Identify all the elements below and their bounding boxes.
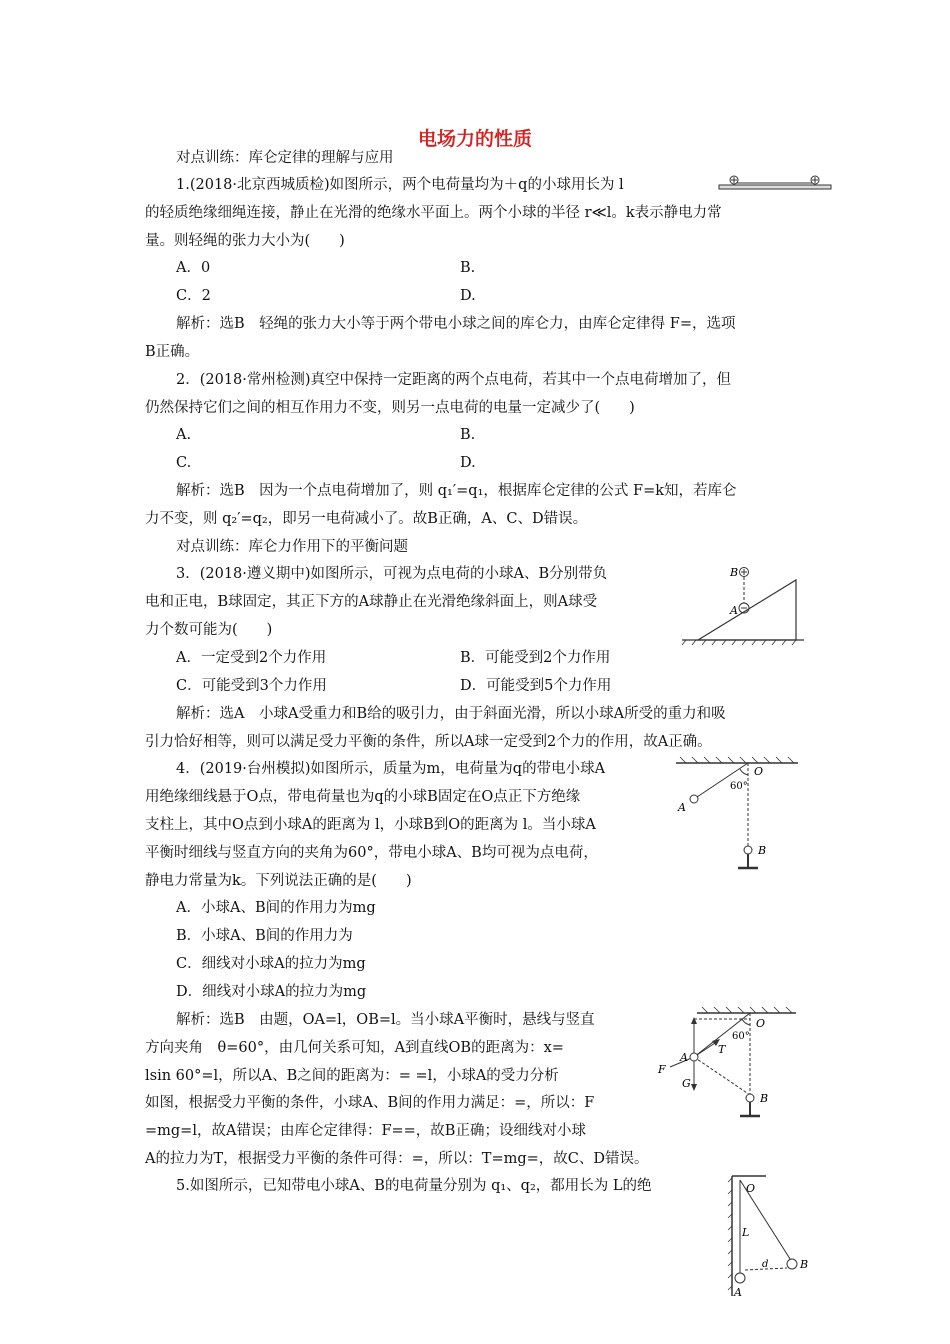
label-o: O	[754, 765, 764, 778]
q4-answer-line-4: 如图，根据受力平衡的条件，小球A、B间的作用力满足：=，所以：F	[145, 1095, 595, 1111]
label-g: G	[682, 1077, 691, 1090]
page-title: 电场力的性质	[417, 128, 532, 150]
q4-answer-line-3: lsin 60°=l，所以A、B之间的距离为：= =l，小球A的受力分析	[145, 1068, 559, 1084]
q2-option-a: A.	[176, 427, 192, 443]
q4-option-c: C．细线对小球A的拉力为mg	[176, 956, 366, 972]
label-b: B	[730, 566, 739, 579]
label-a: A	[680, 1051, 688, 1064]
label-b: B	[758, 844, 767, 857]
q4-answer-line-1: 解析：选B 由题，OA=l，OB=l。当小球A平衡时，悬线与竖直	[176, 1012, 595, 1028]
pendulum-figure	[670, 755, 805, 873]
q3-option-c: C．可能受到3个力作用	[176, 678, 327, 694]
q4-answer-line-2: 方向夹角 θ=60°，由几何关系可知，A到直线OB的距离为：x=	[145, 1040, 564, 1056]
force-analysis-figure	[652, 1005, 802, 1125]
q3-answer-line-1: 解析：选A 小球A受重力和B给的吸引力，由于斜面光滑，所以小球A所受的重力和吸	[176, 706, 726, 722]
q4-answer-line-6: A的拉力为T，根据受力平衡的条件可得：=，所以：T=mg=，故C、D错误。	[145, 1151, 649, 1167]
q2-answer-line-1: 解析：选B 因为一个点电荷增加了，则 q₁′=q₁，根据库仑定律的公式 F=k知，若库仑	[176, 483, 737, 499]
label-o: O	[756, 1017, 766, 1030]
q3-option-a: A．一定受到2个力作用	[176, 650, 327, 666]
q1-option-b: B.	[460, 260, 476, 276]
q1-option-c: C．2	[176, 288, 211, 304]
q3-answer-line-2: 引力恰好相等，则可以满足受力平衡的条件，所以A球一定受到2个力的作用，故A正确。	[145, 734, 712, 750]
label-b: B	[800, 1258, 809, 1271]
incline-figure	[678, 560, 808, 650]
q3-line-2: 电和正电，B球固定，其正下方的A球静止在光滑绝缘斜面上，则A球受	[145, 594, 598, 610]
q1-answer-line-1: 解析：选B 轻绳的张力大小等于两个带电小球之间的库仑力，由库仑定律得 F=，选项	[176, 316, 736, 332]
q5-line-1: 5.如图所示，已知带电小球A、B的电荷量分别为 q₁、q₂，都用长为 L的绝	[176, 1178, 652, 1194]
q1-line-1: 1.(2018·北京西城质检)如图所示，两个电荷量均为＋q的小球用长为 l	[176, 177, 624, 193]
q1-option-a: A．0	[176, 260, 211, 276]
q1-line-3: 量。则轻绳的张力大小为( )	[145, 233, 345, 249]
q2-option-d: D.	[460, 455, 476, 471]
q4-line-1: 4．(2019·台州模拟)如图所示，质量为m，电荷量为q的带电小球A	[176, 761, 606, 777]
q1-answer-line-2: B正确。	[145, 344, 200, 360]
q4-option-d: D．细线对小球A的拉力为mg	[176, 984, 367, 1000]
section-heading: 对点训练：库仑定律的理解与应用	[176, 150, 394, 166]
q1-line-2: 的轻质绝缘细绳连接，静止在光滑的绝缘水平面上。两个小球的半径 r≪l。k表示静电力常	[145, 205, 722, 221]
q4-option-b: B．小球A、B间的作用力为	[176, 928, 353, 944]
q4-line-5: 静电力常量为k。下列说法正确的是( )	[145, 873, 412, 889]
label-t: T	[718, 1043, 726, 1056]
two-pendulum-figure	[716, 1172, 816, 1300]
q2-line-2: 仍然保持它们之间的相互作用力不变，则另一点电荷的电量一定减少了( )	[145, 400, 635, 416]
angle-label: 60°	[730, 781, 748, 792]
label-b: B	[760, 1092, 769, 1105]
q4-option-a: A．小球A、B间的作用力为mg	[176, 900, 376, 916]
section-heading: 对点训练：库仑力作用下的平衡问题	[176, 539, 408, 555]
q2-option-c: C.	[176, 455, 192, 471]
q4-answer-line-5: =mg=l，故A错误；由库仑定律得：F==，故B正确；设细线对小球	[145, 1123, 586, 1139]
label-l: L	[742, 1226, 750, 1239]
q3-option-d: D．可能受到5个力作用	[460, 678, 612, 694]
q4-line-3: 支柱上，其中O点到小球A的距离为 l，小球B到O的距离为 l。当小球A	[145, 817, 596, 833]
angle-label: 60°	[732, 1031, 750, 1042]
q2-option-b: B.	[460, 427, 476, 443]
label-o: O	[746, 1182, 756, 1195]
q3-line-1: 3．(2018·遵义期中)如图所示，可视为点电荷的小球A、B分别带负	[176, 566, 608, 582]
label-d: d	[762, 1259, 769, 1270]
label-a: A	[730, 604, 738, 617]
label-a: A	[678, 801, 686, 814]
label-f: F	[658, 1063, 666, 1076]
q3-option-b: B．可能受到2个力作用	[460, 650, 611, 666]
q4-line-4: 平衡时细线与竖直方向的夹角为60°，带电小球A、B均可视为点电荷，	[145, 845, 598, 861]
q2-answer-line-2: 力不变，则 q₂′=q₂，即另一电荷减小了。故B正确，A、C、D错误。	[145, 511, 588, 527]
q4-line-2: 用绝缘细线悬于O点，带电荷量也为q的小球B固定在O点正下方绝缘	[145, 789, 581, 805]
q1-option-d: D.	[460, 288, 476, 304]
label-a: A	[734, 1286, 742, 1299]
two-charges-figure	[715, 172, 835, 194]
q2-line-1: 2．(2018·常州检测)真空中保持一定距离的两个点电荷，若其中一个点电荷增加了，但	[176, 372, 732, 388]
q3-line-3: 力个数可能为( )	[145, 622, 273, 638]
